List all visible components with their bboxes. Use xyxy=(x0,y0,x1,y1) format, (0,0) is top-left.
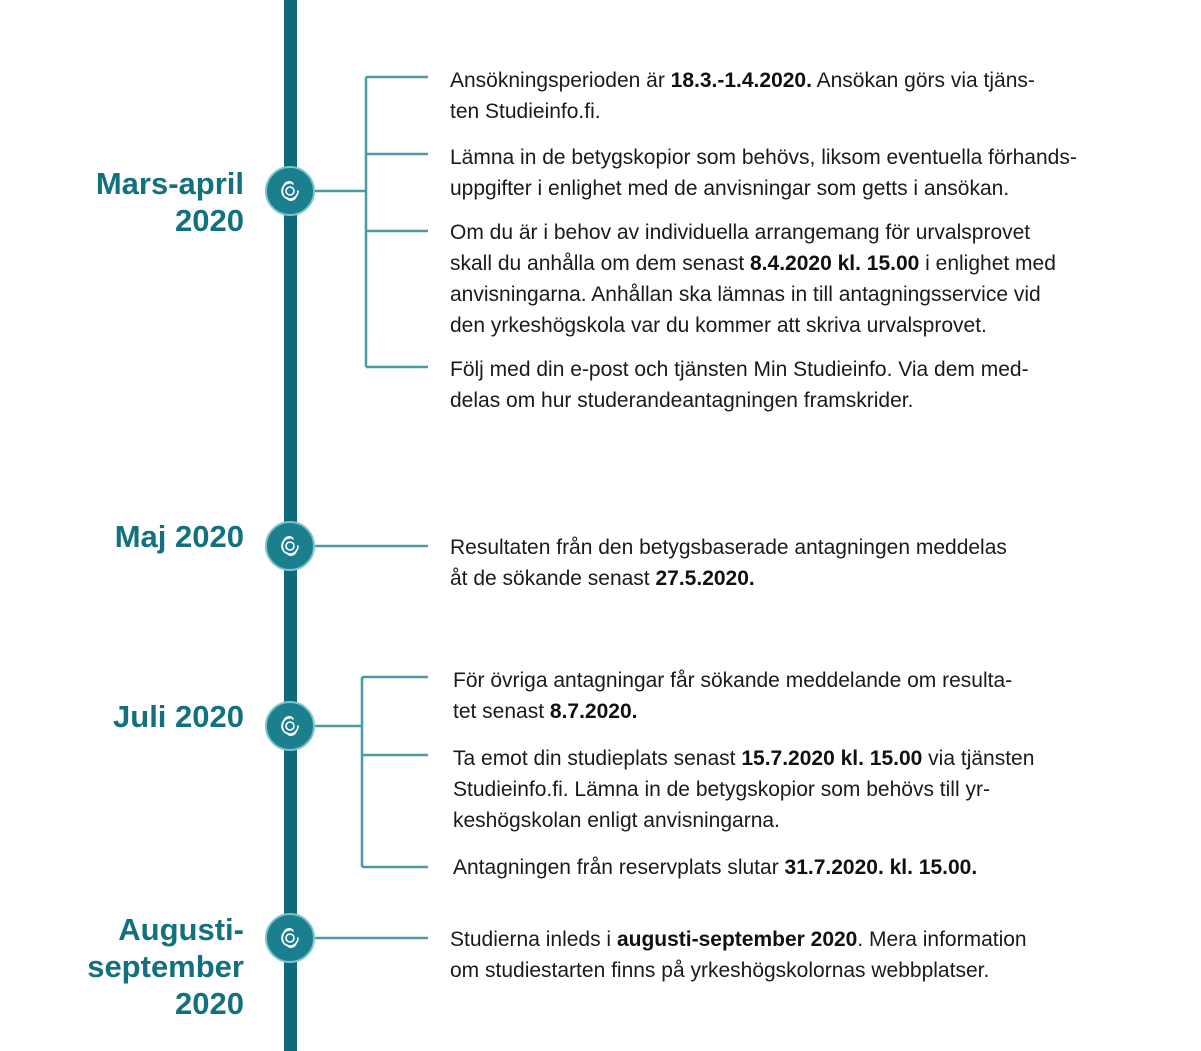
date-line: Augusti- xyxy=(118,912,244,947)
phase-3-item-1: För övriga antagningar får sökande meddelande om resulta- tet senast 8.7.2020. xyxy=(453,669,1013,723)
date-line: 2020 xyxy=(175,203,244,238)
phase-3-node xyxy=(265,701,315,751)
phase-4-node xyxy=(265,913,315,963)
date-line: september xyxy=(87,949,244,984)
phase-2-date xyxy=(115,518,244,555)
phase-1-node xyxy=(265,166,315,216)
phase-1-item-3: Om du är i behov av individuella arrangemang för urvalsprovet skall du anhålla om dem senast 8.4.2020 kl. 15.00 i enlighet med anvisningarna. Anhållan ska lämnas in till antagningsservice vid den yrkeshögskola var du kommer att skriva urvalsprovet. xyxy=(450,221,1056,337)
phase-1-item-1: Ansökningsperioden är 18.3.-1.4.2020. Ansökan görs via tjäns- ten Studieinfo.fi. xyxy=(450,69,1035,123)
phase-1-item-4: Följ med din e-post och tjänsten Min Studieinfo. Via dem med- delas om hur studerandeantagningen framskrider. xyxy=(450,358,1029,412)
phase-4-date xyxy=(87,911,244,1022)
date-line: 2020 xyxy=(175,986,244,1021)
phase-2-item-1: Resultaten från den betygsbaserade antagningen meddelas åt de sökande senast 27.5.2020. xyxy=(450,536,1007,590)
date-line: Mars-april xyxy=(95,166,244,201)
phase-2-node xyxy=(265,521,315,571)
date-line: Maj 2020 xyxy=(114,519,244,554)
phase-3-item-3: Antagningen från reservplats slutar 31.7.2020. kl. 15.00. xyxy=(453,856,978,879)
swirl-logo-icon xyxy=(275,176,305,206)
phase-1-date xyxy=(96,165,244,239)
phase-4-item-1: Studierna inleds i augusti-september 2020. Mera information om studiestarten finns på yrkeshögskolornas webbplatser. xyxy=(450,928,1027,982)
swirl-logo-icon xyxy=(275,923,305,953)
swirl-logo-icon xyxy=(275,531,305,561)
swirl-logo-icon xyxy=(275,711,305,741)
phase-3-date xyxy=(113,698,244,735)
phase-1-item-2: Lämna in de betygskopior som behövs, liksom eventuella förhands- uppgifter i enlighet med de anvisningar som getts i ansökan. xyxy=(450,146,1077,200)
phase-3-item-2: Ta emot din studieplats senast 15.7.2020 kl. 15.00 via tjänsten Studieinfo.fi. Lämna in de betygskopior som behövs till yr- keshögskolan enligt anvisningarna. xyxy=(453,747,1035,832)
date-line: Juli 2020 xyxy=(113,699,244,734)
